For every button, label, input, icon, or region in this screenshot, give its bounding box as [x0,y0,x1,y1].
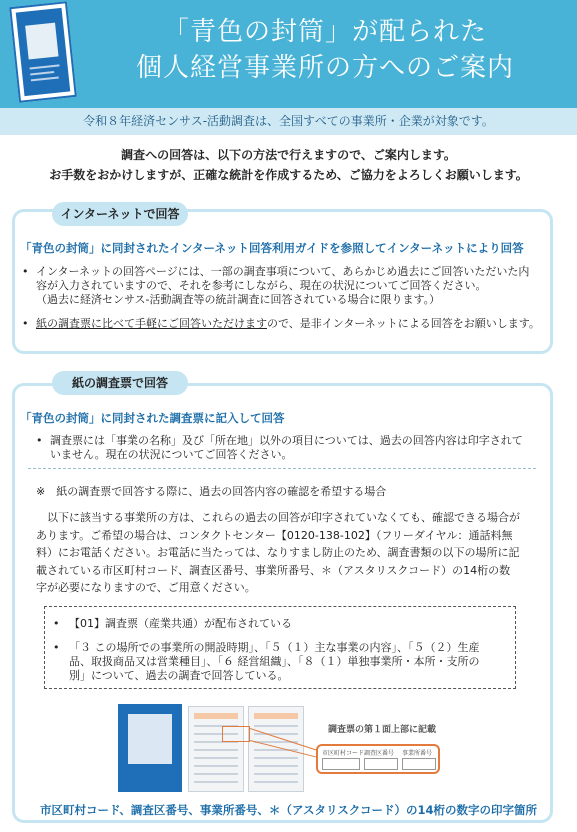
condition-2: • 「３ この場所での事業所の開設時期」、「５（１）主な事業の内容」、「５（２）生産 品、取扱商品又は営業種目」、「６ 経営組織」、「８（１）単独事業所・本所・支所の 別」について、過去の調査で回答している。 [53,641,480,682]
internet-emphasis: 紙の調査票に比べて手軽にご回答いただけます [36,317,267,330]
intro-line-1: 調査への回答は、以下の方法で行えますので、ご案内します。 [121,148,456,162]
field-label-district: 調査区番号 [364,750,395,757]
callout-fields-box [316,744,440,774]
intro-line-2: お手数をおかけしますが、正確な統計を作成するため、ご協力をよろしくお願いします。 [49,168,528,182]
internet-tab-label: インターネットで回答 [52,202,188,226]
paper-tab-label: 紙の調査票で回答 [52,371,188,395]
bullet-icon: • [53,617,60,630]
note-paragraph: 以下に該当する事業所の方は、これらの過去の回答が印字されていなくても、確認できる場合が あります。ご希望の場合は、コンタクトセンター【0120-138-102】（フリーダイヤル：通話料無 料）にお電話ください。お電話に当たっては、なりすまし防止のため、調査書類の以下の場所に記 載されている市区町村コード、調査区番号、事業所番号、＊（アスタリスクコード）の14桁の数 字が必要になりますので、ご用意ください。 [36,511,520,594]
field-label-municipality: 市区町村コード [322,750,365,757]
note-heading: ※ 紙の調査票で回答する際に、過去の回答内容の確認を希望する場合 [36,485,387,498]
illustration-caption: 市区町村コード、調査区番号、事業所番号、＊（アスタリスクコード）の14桁の数字の印字箇所 [39,803,538,817]
highlight-marker [222,726,250,742]
envelope-thumbnail [118,704,182,792]
paper-bullet-1: • 調査票には「事業の名称」及び「所在地」以外の項目については、過去の回答内容は印字されて いません。現在の状況についてご回答ください。 [36,434,523,461]
form-thumbnail-1 [188,706,244,792]
title-line-2: 個人経営事業所の方へのご案内 [135,53,514,83]
form-thumbnail-2 [248,706,304,792]
field-label-establishment: 事業所番号 [402,750,433,757]
page-title [90,14,560,86]
title-line-1: 「青色の封筒」が配られた [162,17,487,47]
internet-bullet-2: • 紙の調査票に比べて手軽にご回答いただけますので、是非インターネットによる回答をお願いします。 [22,317,540,330]
subtitle-bar: 令和８年経済センサス‐活動調査は、全国すべての事業所・企業が対象です。 [0,108,577,135]
bullet-icon: • [22,317,29,330]
intro-text [0,145,577,185]
blue-envelope-image [9,1,77,103]
conditions-box [44,606,516,689]
bullet-icon: • [36,434,43,447]
divider [28,468,536,469]
callout-title: 調査票の第１面上部に記載 [328,725,437,735]
header-banner [0,0,577,108]
internet-lead: 「青色の封筒」に同封されたインターネット回答利用ガイドを参照してインターネットにより回答 [20,241,524,255]
paper-lead: 「青色の封筒」に同封された調査票に記入して回答 [20,411,285,425]
bullet-icon: • [22,265,29,278]
internet-bullet-1: • インターネットの回答ページには、一部の調査事項について、あらかじめ過去にご回答いただいた内 容が入力されていますので、それを参考にしながら、現在の状況についてご回答ください。 （過去に経済センサス‐活動調査等の統計調査に回答されている場合に限ります。） [22,265,530,306]
bullet-icon: • [53,641,60,654]
condition-1: • 【01】調査票（産業共通）が配布されている [53,617,292,630]
form-location-illustration [118,704,538,796]
